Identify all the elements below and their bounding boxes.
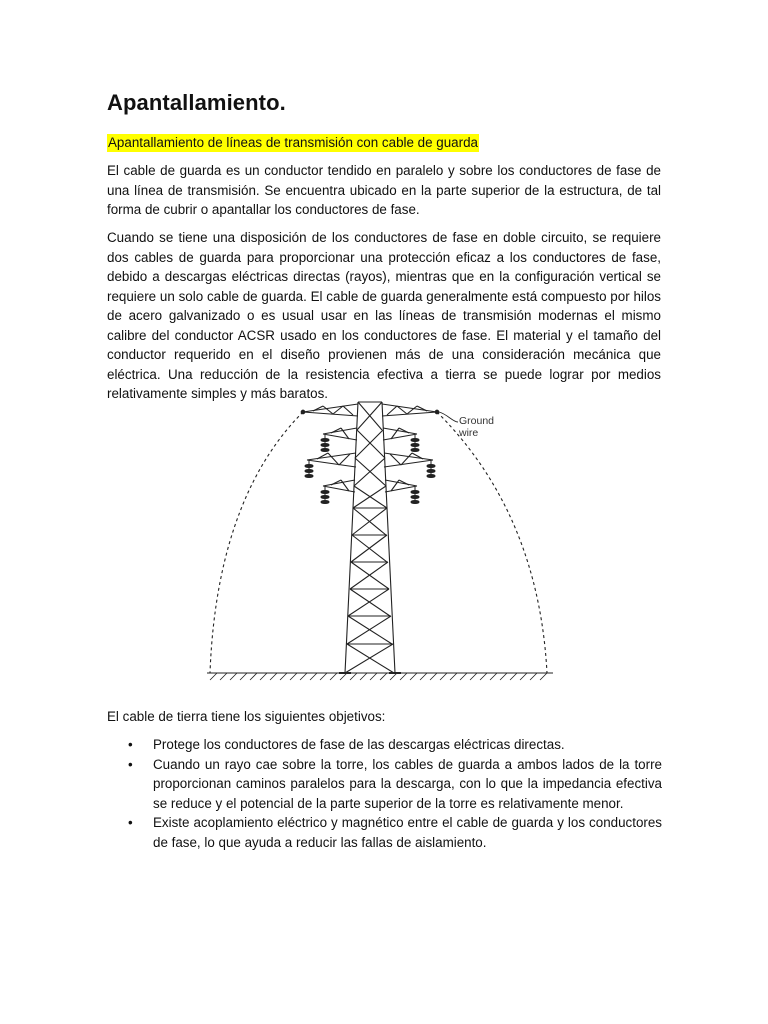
cross-arm-middle — [307, 453, 433, 467]
shield-curve-right — [437, 412, 547, 673]
ground-hatching — [210, 673, 547, 680]
list-item — [128, 735, 662, 755]
bullet-icon: • — [128, 756, 133, 772]
bullet-icon: • — [128, 737, 133, 752]
objectives-list — [128, 735, 662, 852]
cross-arm-lower — [323, 480, 417, 492]
list-item — [128, 813, 662, 852]
paragraph-definition: El cable de guarda es un conductor tendido en paralelo y sobre los conductores de fase de una línea de transmisión. Se encuentra ubicado en la parte superior de la estructura, de tal forma de cubrir o apantallar los conductores de fase. — [107, 163, 661, 217]
ground-wire-left-point — [301, 410, 305, 414]
ground-wire-label-2: wire — [459, 427, 479, 439]
cross-arm-upper — [323, 428, 417, 440]
ground-wire-label-1: Ground — [459, 415, 495, 427]
bullet-icon: • — [128, 815, 133, 830]
insulators — [305, 434, 435, 504]
list-item-text: Existe acoplamiento eléctrico y magnético entre el cable de guarda y los conductores de fase, lo que ayuda a reducir las fallas de aislamiento. — [153, 815, 662, 850]
list-item-text: Cuando un rayo cae sobre la torre, los cables de guarda a ambos lados de la torre proporcionan caminos paralelos para la descarga, con lo que la impedancia efectiva se reduce y el potencial de la parte superior de la torre es relativamente menor. — [153, 756, 662, 811]
paragraph-configuration: Cuando se tiene una disposición de los conductores de fase en doble circuito, se requiere dos cables de guarda para proporcionar una protección eficaz a los conductores de fase, debido a descargas eléctricas directas (rayos), mientras que en la configuración vertical se requiere un solo cable de guarda. El cable de guarda generalmente está compuesto por hilos de acero galvanizado o es usual usar en las líneas de transmisión modernas el mismo calibre del conductor ACSR usado en los conductores de fase. El material y el tamaño del conductor requerido en el diseño provienen más de una consideración mecánica que eléctrica. Una reducción de la resistencia efectiva a tierra se puede lograr por medios relativamente simples y más baratos. — [107, 230, 661, 401]
page-title: Apantallamiento. — [107, 90, 286, 115]
list-item — [128, 755, 662, 814]
ground-wire-arm — [303, 404, 437, 416]
transmission-tower-figure — [195, 390, 565, 690]
paragraph-objectives-intro: El cable de tierra tiene los siguientes objetivos: — [107, 709, 386, 724]
shield-curve-left — [210, 412, 303, 673]
highlighted-subtitle: Apantallamiento de líneas de transmisión con cable de guarda — [108, 135, 478, 150]
list-item-text: Protege los conductores de fase de las descargas eléctricas directas. — [153, 737, 565, 752]
tower-top — [353, 402, 387, 508]
ground-wire-right-point — [435, 410, 439, 414]
tower-body — [339, 508, 401, 673]
